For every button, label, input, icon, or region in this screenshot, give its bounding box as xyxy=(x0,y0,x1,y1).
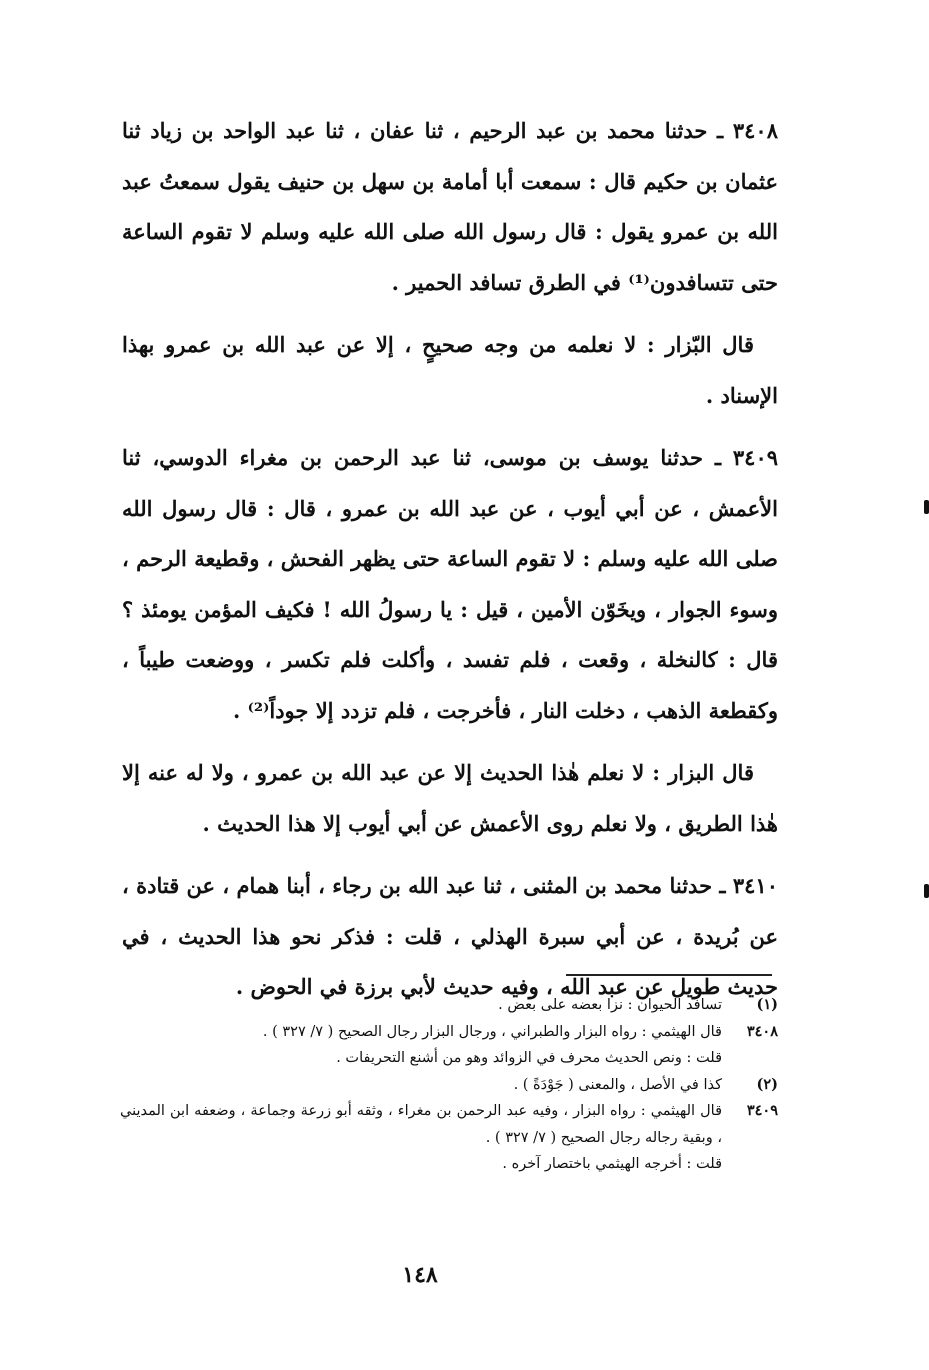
footnote-label: (٢) xyxy=(756,1075,778,1093)
hadith-number: ٣٤٠٩ xyxy=(732,445,779,470)
scan-edge-mark xyxy=(924,500,929,514)
footnote-3408 xyxy=(120,1019,778,1046)
hadith-text: ـ حدثنا يوسف بن موسى، ثنا عبد الرحمن بن مغراء الدوسي، ثنا الأعمش ، عن أبي أيوب ، عن عبد الله بن عمرو ، قال : قال رسول الله صلى الله عليه وسلم : لا تقوم الساعة حتى يظهر الفحش ، وقطيعة الرحم ، وسوء الجوار ، ويخَوّن الأمين ، قيل : يا رسولُ الله ! فكيف المؤمن يومئذ ؟ قال : كالنخلة ، وقعت ، فلم تفسد ، وأكلت فلم تكسر ، ووضعت طيباً ، وكقطعة الذهب ، دخلت النار ، فأخرجت ، فلم تزدد إلا جوداً⁽²⁾ . xyxy=(122,445,778,723)
footnote-text: قلت : ونص الحديث محرف في الزوائد وهو من أشنع التحريفات . xyxy=(336,1050,722,1066)
footnote-text: قال الهيثمي : رواه البزار ، وفيه عبد الرحمن بن مغراء ، وثقه أبو زرعة وجماعة ، وضعفه ابن المديني ، وبقية رجاله رجال الصحيح ( ٧/ ٣٢٧ ) . xyxy=(120,1103,722,1146)
scan-edge-mark xyxy=(924,884,929,898)
commentary-3408: قال البّزار : لا نعلمه من وجه صحيحٍ ، إلا عن عبد الله بن عمرو بهذا الإسناد . xyxy=(122,332,778,408)
page-number: ١٤٨ xyxy=(402,1262,438,1288)
hadith-number: ٣٤١٠ xyxy=(732,873,778,898)
footnote-3409 xyxy=(120,1098,778,1151)
hadith-3408 xyxy=(122,106,778,308)
hadith-text: ـ حدثنا محمد بن المثنى ، ثنا عبد الله بن رجاء ، أبنا همام ، عن قتادة ، عن بُريدة ، عن أبي سبرة الهذلي ، قلت : فذكر نحو هذا الحديث ، في حديث طويل عن عبد الله ، وفيه حديث لأبي برزة في الحوض . xyxy=(122,873,778,999)
hadith-3410 xyxy=(122,861,778,1013)
footnote-label: ٣٤٠٨ xyxy=(746,1022,778,1040)
hadith-text: ـ حدثنا محمد بن عبد الرحيم ، ثنا عفان ، ثنا عبد الواحد بن زياد ثنا عثمان بن حكيم قال : سمعت أبا أمامة بن سهل بن حنيف يقول سمعتُ عبد الله بن عمرو يقول : قال رسول الله صلى الله عليه وسلم لا تقوم الساعة حتى تتسافدون⁽¹⁾ في الطرق تسافد الحمير . xyxy=(122,118,778,295)
footnote-text: كذا في الأصل ، والمعنى ( جَوْدَةً ) . xyxy=(513,1076,722,1093)
footnote-3408-note xyxy=(120,1045,778,1072)
footnote-text: قال الهيثمي : رواه البزار والطبراني ، ورجال البزار رجال الصحيح ( ٧/ ٣٢٧ ) . xyxy=(262,1023,722,1040)
main-text xyxy=(122,106,778,1025)
footnote-3409-note xyxy=(120,1151,778,1178)
footnote-text: قلت : أخرجه الهيثمي باختصار آخره . xyxy=(502,1156,722,1172)
footnote-label: (١) xyxy=(756,996,778,1013)
footnote-divider xyxy=(566,974,772,976)
footnote-text: تسافد الحيوان : نزا بعضه على بعض . xyxy=(498,997,722,1013)
footnote-1 xyxy=(120,992,778,1019)
footnotes xyxy=(120,992,778,1178)
commentary-3409: قال البزار : لا نعلم هٰذا الحديث إلا عن عبد الله بن عمرو ، ولا له عنه إلا هٰذا الطريق ، ولا نعلم روى الأعمش عن أبي أيوب إلا هذا الحديث . xyxy=(122,760,778,836)
hadith-3409 xyxy=(122,433,778,736)
footnote-label: ٣٤٠٩ xyxy=(746,1102,778,1119)
footnote-2 xyxy=(120,1072,778,1099)
hadith-number: ٣٤٠٨ xyxy=(732,118,778,143)
